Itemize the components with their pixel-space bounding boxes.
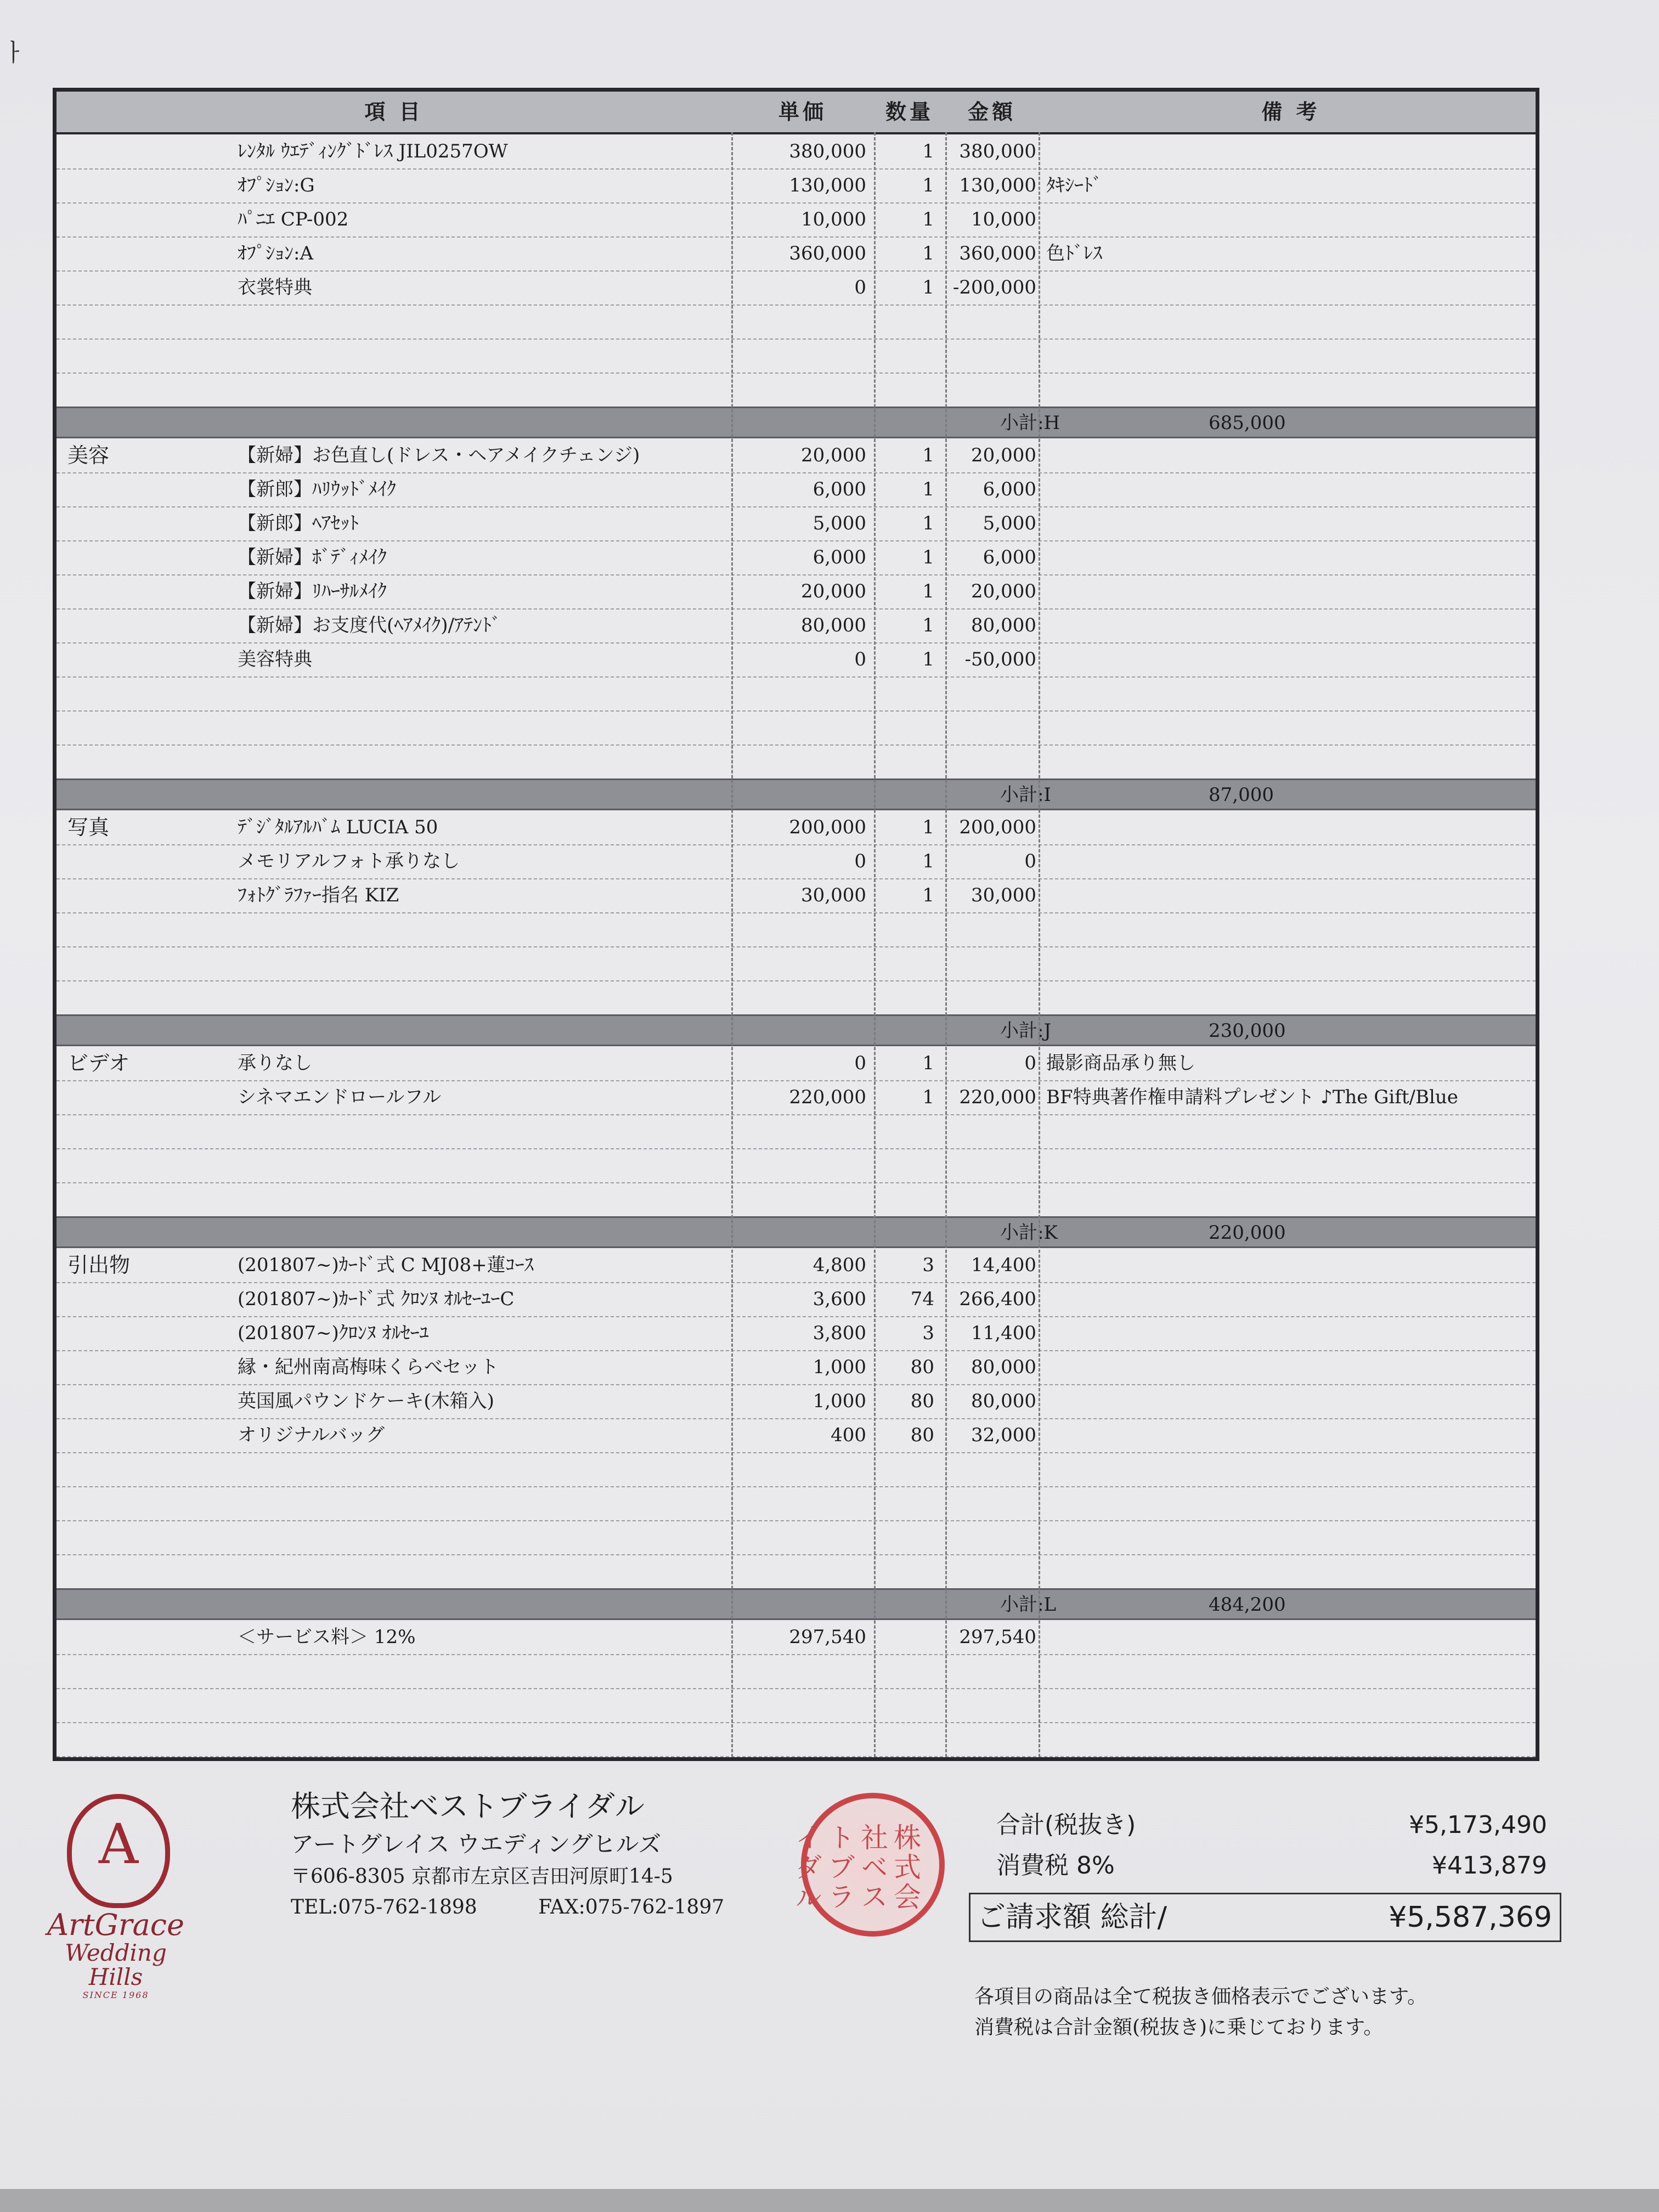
- quantity: 1: [922, 884, 934, 906]
- tax-value: ¥413,879: [1432, 1852, 1547, 1880]
- table-row: [57, 506, 1536, 540]
- artgrace-logo: [36, 1783, 195, 2002]
- table-row: [57, 810, 1536, 844]
- item-name: 【新郎】ﾍｱｾｯﾄ: [238, 512, 359, 534]
- quantity: 1: [922, 850, 934, 872]
- table-row: [57, 438, 1536, 472]
- company-name: 株式会社ベストブライダル: [291, 1789, 645, 1824]
- table-header: [57, 92, 1536, 134]
- column-header-item: 項 目: [364, 99, 424, 124]
- item-name: 美容特典: [238, 648, 312, 670]
- amount: 32,000: [971, 1424, 1036, 1446]
- unit-price: 0: [854, 276, 866, 298]
- unit-price: 3,600: [812, 1288, 866, 1310]
- subtotal-value: ¥5,173,490: [1409, 1811, 1547, 1839]
- quantity: 1: [922, 140, 934, 162]
- unit-price: 80,000: [801, 614, 866, 636]
- footnote-line: 各項目の商品は全て税抜き価格表示でございます。: [974, 1985, 1427, 2008]
- column-divider: [731, 132, 733, 1757]
- amount: 20,000: [971, 580, 1036, 602]
- column-header-unit-price: 単価: [778, 99, 827, 124]
- item-name: ｵﾌﾟｼｮﾝ:A: [238, 242, 314, 264]
- item-name: 【新婦】お色直し(ドレス・ヘアメイクチェンジ): [238, 444, 640, 466]
- amount: 30,000: [971, 884, 1036, 906]
- amount: -200,000: [952, 276, 1036, 298]
- category-label: 引出物: [67, 1253, 131, 1277]
- unit-price: 400: [831, 1424, 866, 1446]
- logo-emblem-icon: [67, 1794, 170, 1908]
- quantity: 1: [922, 1086, 934, 1108]
- subtotal-band-label: 小計:K: [1000, 1222, 1058, 1244]
- item-name: (201807~)ｶｰﾄﾞ式 C MJ08+蓮ｺｰｽ: [238, 1254, 534, 1276]
- unit-price: 297,540: [789, 1626, 866, 1648]
- grand-total-value: ¥5,587,369: [1389, 1901, 1552, 1934]
- quantity: 80: [910, 1356, 934, 1378]
- category-label: ビデオ: [67, 1051, 130, 1075]
- column-header-amount: 金額: [967, 99, 1016, 124]
- blank-row: [57, 1654, 1536, 1688]
- quantity: 1: [922, 478, 934, 500]
- company-address: 〒606-8305 京都市左京区吉田河原町14-5: [291, 1865, 673, 1888]
- table-row: [57, 878, 1536, 912]
- subtotal-band-value: 87,000: [1209, 784, 1274, 806]
- amount: 220,000: [959, 1086, 1036, 1108]
- item-name: 英国風パウンドケーキ(木箱入): [238, 1390, 494, 1412]
- company-contact: [291, 1892, 724, 1923]
- item-name: メモリアルフォト承りなし: [238, 850, 460, 872]
- quantity: 74: [910, 1288, 934, 1310]
- item-name: 【新郎】ﾊﾘｳｯﾄﾞﾒｲｸ: [238, 478, 396, 500]
- blank-row: [57, 946, 1536, 980]
- category-label: 美容: [67, 443, 110, 467]
- table-row: [57, 236, 1536, 270]
- column-divider: [874, 132, 876, 1757]
- blank-row: [57, 676, 1536, 710]
- item-name: (201807~)ｸﾛﾝﾇ ｵﾙｾｰﾕ: [238, 1322, 429, 1344]
- tax-row: [969, 1846, 1547, 1886]
- item-name: オリジナルバッグ: [238, 1424, 385, 1446]
- item-name: ＜サービス料＞ 12%: [238, 1626, 416, 1648]
- amount: 5,000: [983, 512, 1036, 534]
- amount: 360,000: [959, 242, 1036, 264]
- subtotal-band-value: 220,000: [1209, 1222, 1286, 1244]
- unit-price: 0: [854, 1052, 866, 1074]
- amount: 14,400: [971, 1254, 1036, 1276]
- grand-total-label: ご請求額 総計/: [977, 1901, 1167, 1934]
- unit-price: 3,800: [812, 1322, 866, 1344]
- unit-price: 0: [854, 850, 866, 872]
- footnotes: [974, 1982, 1427, 2043]
- invoice-table: [53, 88, 1539, 1761]
- table-row: [57, 1384, 1536, 1418]
- subtotal-band-label: 小計:L: [1000, 1594, 1057, 1616]
- unit-price: 200,000: [789, 816, 866, 838]
- table-row: [57, 202, 1536, 236]
- item-note: BF特典著作権申請料プレゼント ♪The Gift/Blue: [1046, 1086, 1458, 1108]
- item-name: ﾃﾞｼﾞﾀﾙｱﾙﾊﾞﾑ LUCIA 50: [238, 816, 438, 838]
- seal-text: 株式会社ベストブライダル: [791, 1823, 921, 1912]
- unit-price: 380,000: [789, 140, 866, 162]
- amount: 0: [1024, 850, 1036, 872]
- item-name: シネマエンドロールフル: [238, 1086, 441, 1108]
- logo-line-1: ArtGrace: [47, 1908, 184, 1942]
- company-fax: FAX:075-762-1897: [538, 1896, 725, 1918]
- quantity: 3: [922, 1322, 934, 1344]
- unit-price: 20,000: [801, 580, 866, 602]
- item-name: 衣裳特典: [238, 276, 312, 298]
- table-row: [57, 574, 1536, 608]
- quantity: 1: [922, 276, 934, 298]
- amount: -50,000: [964, 648, 1036, 670]
- table-row: [57, 472, 1536, 506]
- amount: 80,000: [971, 614, 1036, 636]
- quantity: 1: [922, 174, 934, 196]
- item-name: (201807~)ｶｰﾄﾞ式 ｸﾛﾝﾇ ｵﾙｾｰﾕｰC: [238, 1288, 515, 1310]
- company-seal-stamp: [791, 1793, 945, 1937]
- quantity: 1: [922, 512, 934, 534]
- table-row: [57, 1418, 1536, 1452]
- amount: 130,000: [959, 174, 1036, 196]
- subtotal-row: [969, 1805, 1547, 1846]
- subtotal-band: [57, 1216, 1536, 1248]
- blank-row: [57, 1114, 1536, 1148]
- quantity: 80: [910, 1390, 934, 1412]
- blank-row: [57, 710, 1536, 744]
- table-row: [57, 642, 1536, 676]
- logo-line-3: Hills: [88, 1963, 143, 1990]
- item-name: 【新婦】お支度代(ﾍｱﾒｲｸ)/ｱﾃﾝﾄﾞ: [238, 614, 501, 636]
- category-label: 写真: [67, 815, 110, 839]
- item-note: 色ﾄﾞﾚｽ: [1046, 242, 1102, 264]
- unit-price: 360,000: [789, 242, 866, 264]
- corner-mark: ㅏ: [2, 39, 26, 67]
- table-row: [57, 134, 1536, 168]
- item-name: ﾊﾟﾆｴ CP-002: [238, 208, 349, 230]
- quantity: 3: [922, 1254, 934, 1276]
- footnote-line: 消費税は合計金額(税抜き)に乗じております。: [974, 2016, 1384, 2039]
- blank-row: [57, 1688, 1536, 1722]
- blank-row: [57, 1520, 1536, 1554]
- unit-price: 20,000: [801, 444, 866, 466]
- subtotal-label: 合計(税抜き): [996, 1811, 1136, 1839]
- item-name: 承りなし: [238, 1052, 312, 1074]
- company-info: [291, 1786, 724, 1923]
- amount: 266,400: [959, 1288, 1036, 1310]
- amount: 80,000: [971, 1390, 1036, 1412]
- unit-price: 6,000: [812, 546, 866, 568]
- item-name: ﾌｫﾄｸﾞﾗﾌｧｰ指名 KIZ: [238, 884, 399, 906]
- unit-price: 220,000: [789, 1086, 866, 1108]
- logo-wordmark: [36, 1909, 195, 2001]
- subtotal-band-label: 小計:I: [1000, 784, 1051, 806]
- amount: 297,540: [959, 1626, 1036, 1648]
- table-row: [57, 844, 1536, 878]
- company-tel: TEL:075-762-1898: [291, 1896, 477, 1918]
- blank-row: [57, 1148, 1536, 1182]
- table-row: [57, 1282, 1536, 1316]
- subtotal-band-label: 小計:J: [1000, 1020, 1052, 1042]
- blank-row: [57, 980, 1536, 1014]
- quantity: 1: [922, 546, 934, 568]
- table-row: [57, 1080, 1536, 1114]
- subtotal-band: [57, 778, 1536, 810]
- quantity: 1: [922, 444, 934, 466]
- amount: 20,000: [971, 444, 1036, 466]
- subtotal-band: [57, 1014, 1536, 1046]
- blank-row: [57, 338, 1536, 373]
- table-row: [57, 1350, 1536, 1384]
- amount: 6,000: [983, 478, 1036, 500]
- logo-line-2: Wedding: [65, 1939, 167, 1966]
- table-row: [57, 608, 1536, 642]
- blank-row: [57, 1554, 1536, 1588]
- blank-row: [57, 744, 1536, 778]
- item-note: ﾀｷｼｰﾄﾞ: [1046, 174, 1102, 196]
- blank-row: [57, 912, 1536, 946]
- column-header-notes: 備 考: [1261, 99, 1321, 124]
- table-row: [57, 1620, 1536, 1654]
- blank-row: [57, 304, 1536, 338]
- table-row: [57, 1046, 1536, 1080]
- quantity: 1: [922, 648, 934, 670]
- unit-price: 1,000: [812, 1356, 866, 1378]
- subtotal-band-value: 484,200: [1209, 1594, 1286, 1616]
- logo-line-4: SINCE 1968: [82, 1990, 149, 2000]
- quantity: 80: [910, 1424, 934, 1446]
- amount: 11,400: [971, 1322, 1036, 1344]
- column-divider: [945, 132, 947, 1757]
- amount: 6,000: [983, 546, 1036, 568]
- unit-price: 4,800: [812, 1254, 866, 1276]
- item-name: 縁・紀州南高梅味くらべセット: [238, 1356, 499, 1378]
- unit-price: 130,000: [789, 174, 866, 196]
- item-name: 【新婦】ﾘﾊｰｻﾙﾒｲｸ: [238, 580, 387, 602]
- blank-row: [57, 1756, 1536, 1761]
- blank-row: [57, 1452, 1536, 1486]
- quantity: 1: [922, 1052, 934, 1074]
- amount: 10,000: [971, 208, 1036, 230]
- quantity: 1: [922, 208, 934, 230]
- item-name: ﾚﾝﾀﾙ ｳｴﾃﾞｨﾝｸﾞﾄﾞﾚｽ JIL0257OW: [238, 140, 508, 162]
- subtotal-band-value: 230,000: [1209, 1020, 1286, 1042]
- table-row: [57, 270, 1536, 304]
- unit-price: 0: [854, 648, 866, 670]
- tax-label: 消費税 8%: [996, 1852, 1115, 1880]
- unit-price: 6,000: [812, 478, 866, 500]
- blank-row: [57, 1722, 1536, 1756]
- amount: 0: [1024, 1052, 1036, 1074]
- venue-name: アートグレイス ウエディングヒルズ: [291, 1831, 662, 1858]
- blank-row: [57, 1486, 1536, 1520]
- quantity: 1: [922, 242, 934, 264]
- item-note: 撮影商品承り無し: [1046, 1052, 1195, 1074]
- unit-price: 10,000: [801, 208, 866, 230]
- amount: 380,000: [959, 140, 1036, 162]
- table-row: [57, 1248, 1536, 1282]
- blank-row: [57, 1182, 1536, 1216]
- quantity: 1: [922, 614, 934, 636]
- quantity: 1: [922, 816, 934, 838]
- table-row: [57, 1316, 1536, 1350]
- subtotal-band: [57, 407, 1536, 438]
- table-row: [57, 540, 1536, 574]
- quantity: 1: [922, 580, 934, 602]
- amount: 80,000: [971, 1356, 1036, 1378]
- item-name: ｵﾌﾟｼｮﾝ:G: [238, 174, 315, 196]
- table-row: [57, 168, 1536, 202]
- column-divider: [1039, 132, 1040, 1757]
- unit-price: 30,000: [801, 884, 866, 906]
- amount: 200,000: [959, 816, 1036, 838]
- column-header-quantity: 数量: [885, 99, 934, 124]
- grand-total-box: [969, 1893, 1561, 1942]
- unit-price: 5,000: [812, 512, 866, 534]
- subtotal-band-label: 小計:H: [1000, 412, 1060, 434]
- subtotal-band-value: 685,000: [1209, 412, 1286, 434]
- blank-row: [57, 373, 1536, 407]
- subtotal-band: [57, 1588, 1536, 1620]
- item-name: 【新婦】ﾎﾞﾃﾞｨﾒｲｸ: [238, 546, 387, 568]
- unit-price: 1,000: [812, 1390, 866, 1412]
